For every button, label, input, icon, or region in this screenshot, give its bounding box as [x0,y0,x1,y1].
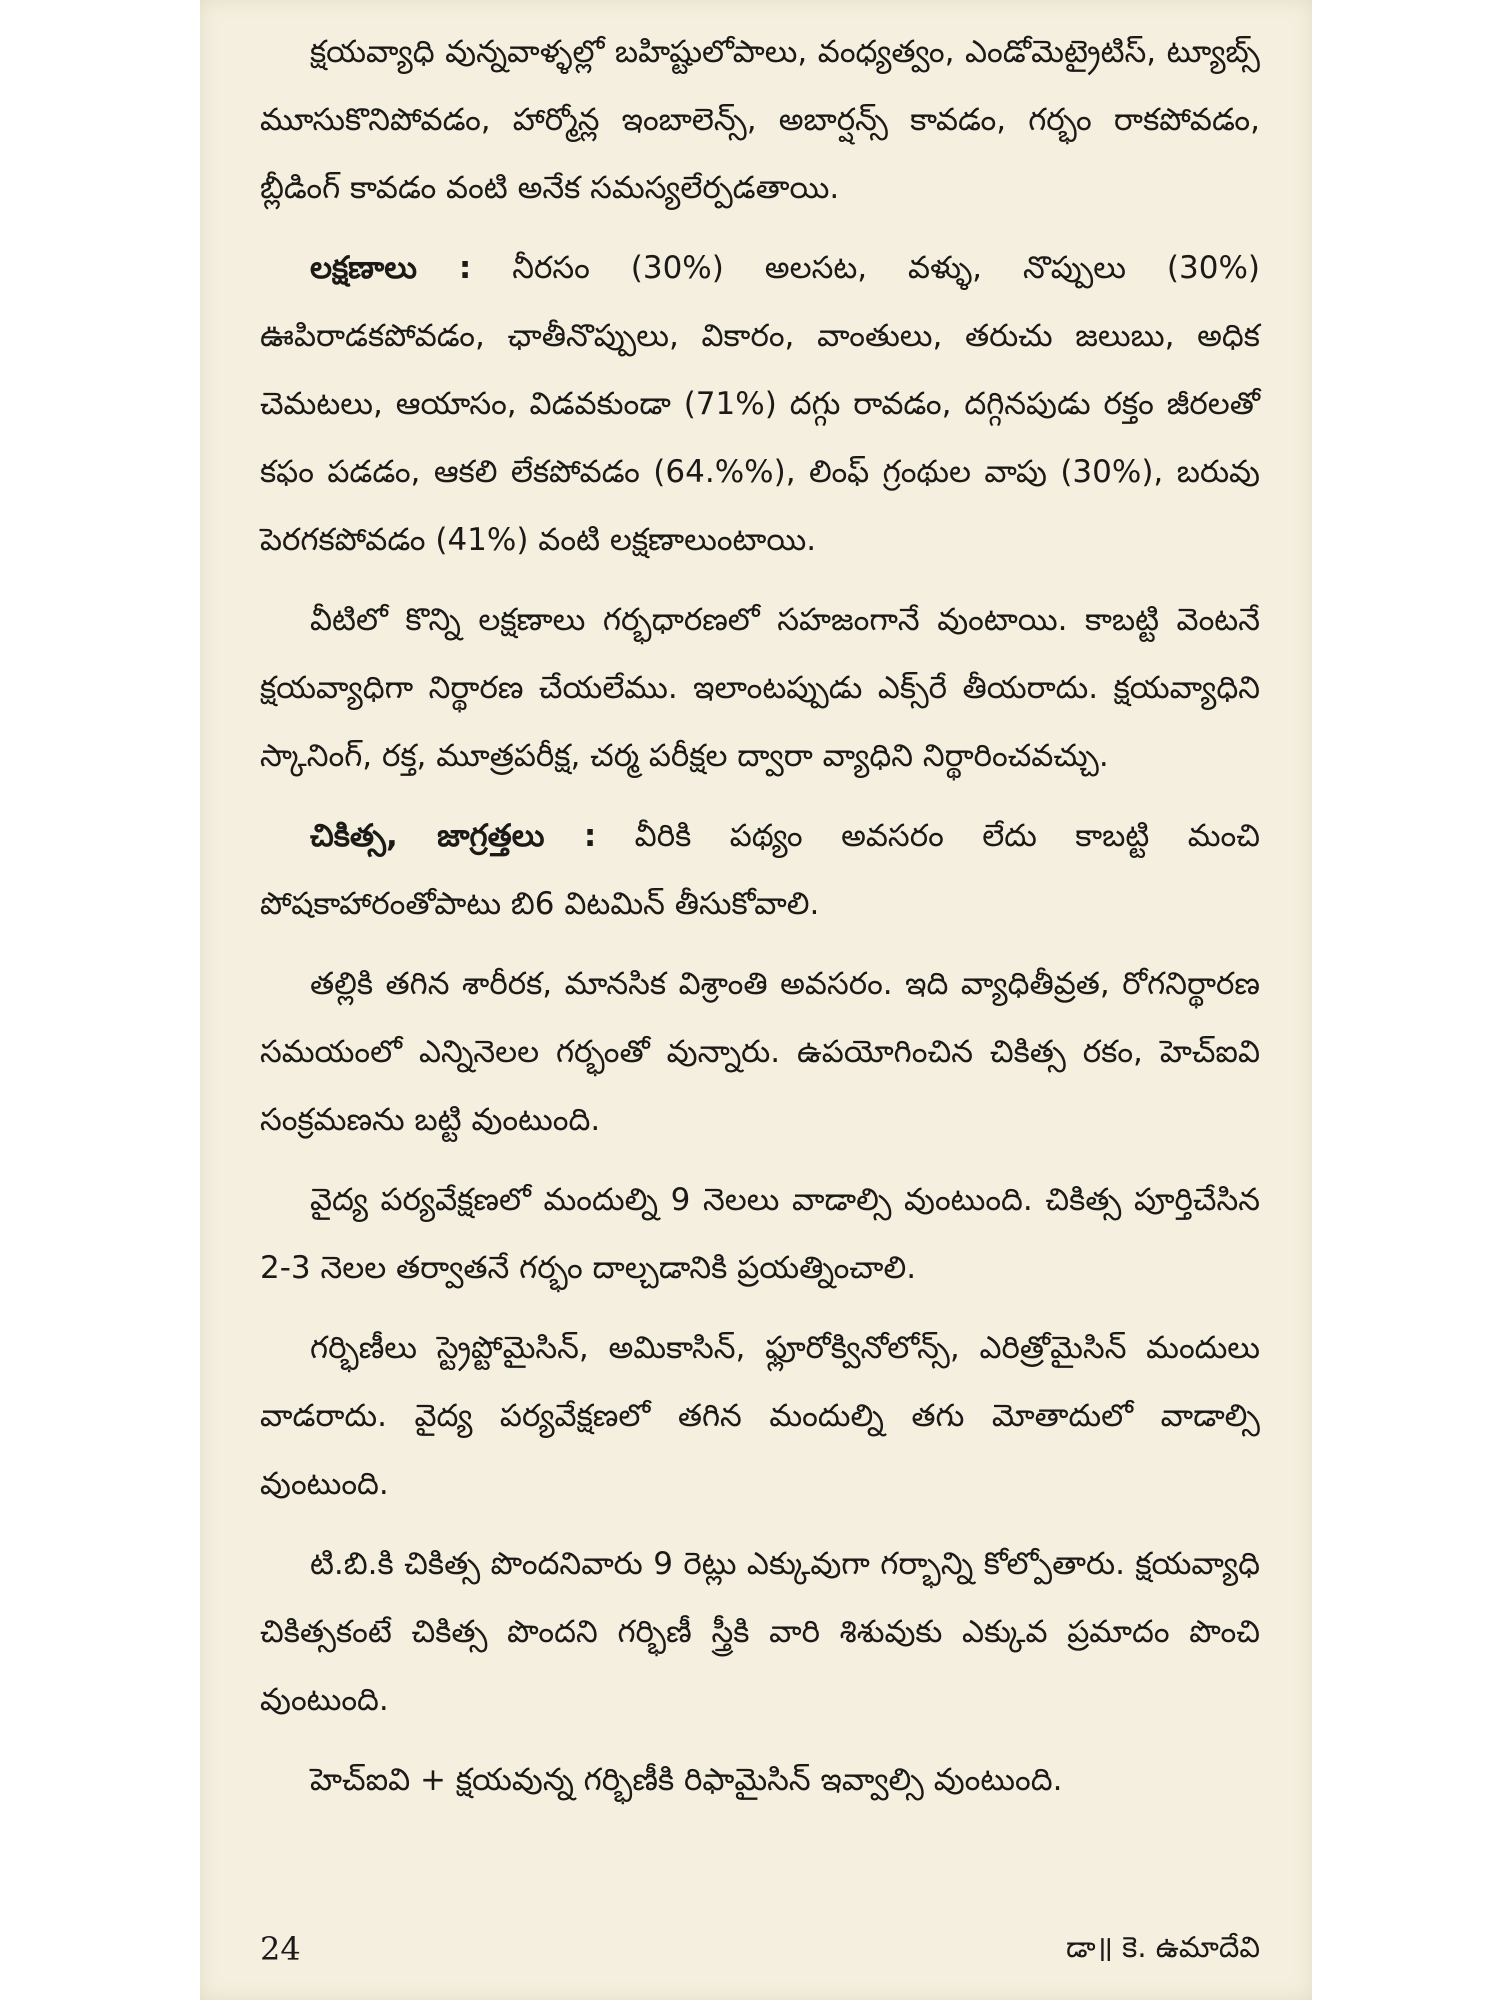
paragraph-contraindicated-drugs [260,1314,1260,1518]
paragraph-symptoms [260,234,1260,574]
treatment-heading: చికిత్స, జాగ్రత్తలు : [310,818,597,854]
paragraph-text: టి.బి.కి చికిత్స పొందనివారు 9 రెట్లు ఎక్కువుగా గర్భాన్ని కోల్పోతారు. క్షయవ్యాధి చికిత్సకంటే చికిత్స పొందని గర్భిణీ స్త్రీకి వారి శిశువుకు ఎక్కువ ప్రమాదం పొంచి వుంటుంది. [260,1546,1260,1718]
paragraph-hiv-tb [260,1746,1260,1814]
paragraph-text: వీరికి పథ్యం అవసరం లేదు కాబట్టి మంచి పోషకాహారంతోపాటు బి6 విటమిన్ తీసుకోవాలి. [260,818,1261,922]
paragraph-text: వీటిలో కొన్ని లక్షణాలు గర్భధారణలో సహజంగానే వుంటాయి. కాబట్టి వెంటనే క్షయవ్యాధిగా నిర్థారణ చేయలేము. ఇలాంటప్పుడు ఎక్స్‌రే తీయరాదు. క్షయవ్యాధిని స్కానింగ్, రక్త, మూత్రపరీక్ష, చర్మ పరీక్షల ద్వారా వ్యాధిని నిర్థారించవచ్చు. [260,602,1260,774]
page-number: 24 [260,1930,301,1968]
book-page [200,0,1312,2000]
paragraph-text: క్షయవ్యాధి వున్నవాళ్ళల్లో బహిష్టులోపాలు, వంధ్యత్వం, ఎండోమెట్రైటిస్, ట్యూబ్స్ మూసుకొనిపోవడం, హార్మోన్ల ఇంబాలెన్స్, అబార్షన్స్ కావడం, గర్భం రాకపోవడం, బ్లీడింగ్ కావడం వంటి అనేక సమస్యలేర్పడతాయి. [260,34,1260,206]
page-body [260,18,1260,1826]
author-name: డా॥ కె. ఉమాదేవి [1066,1930,1260,1964]
paragraph-rest [260,950,1260,1154]
paragraph-text: వైద్య పర్యవేక్షణలో మందుల్ని 9 నెలలు వాడాల్సి వుంటుంది. చికిత్స పూర్తిచేసిన 2-3 నెలల తర్వాతనే గర్భం దాల్చడానికి ప్రయత్నించాలి. [260,1182,1260,1286]
paragraph-diagnosis [260,586,1260,790]
paragraph-text: నీరసం (30%) అలసట, వళ్ళు, నొప్పులు (30%) ఊపిరాడకపోవడం, ఛాతీనొప్పులు, వికారం, వాంతులు, తరుచు జలుబు, అధిక చెమటలు, ఆయాసం, విడవకుండా (71%) దగ్గు రావడం, దగ్గినపుడు రక్తం జీరలతో కఫం పడడం, ఆకలి లేకపోవడం (64.%%), లింఫ్ గ్రంథుల వాపు (30%), బరువు పెరగకపోవడం (41%) వంటి లక్షణాలుంటాయి. [260,250,1261,558]
paragraph-untreated-risk [260,1530,1260,1734]
paragraph-text: తల్లికి తగిన శారీరక, మానసిక విశ్రాంతి అవసరం. ఇది వ్యాధితీవ్రత, రోగనిర్థారణ సమయంలో ఎన్నినెలల గర్భంతో వున్నారు. ఉపయోగించిన చికిత్స రకం, హెచ్ఐవి సంక్రమణను బట్టి వుంటుంది. [260,966,1260,1138]
paragraph-treatment [260,802,1260,938]
symptoms-heading: లక్షణాలు : [310,250,472,286]
paragraph-medication-duration [260,1166,1260,1302]
page-footer [260,1930,1260,1980]
paragraph-complications [260,18,1260,222]
paragraph-text: హెచ్ఐవి + క్షయవున్న గర్భిణీకి రిఫామైసిన్ ఇవ్వాల్సి వుంటుంది. [310,1762,1063,1798]
paragraph-text: గర్భిణీలు స్ట్రెప్టోమైసిన్, అమికాసిన్, ఫ్లూరోక్వినోలోన్స్, ఎరిత్రోమైసిన్ మందులు వాడరాదు. వైద్య పర్యవేక్షణలో తగిన మందుల్ని తగు మోతాదులో వాడాల్సి వుంటుంది. [260,1330,1260,1502]
